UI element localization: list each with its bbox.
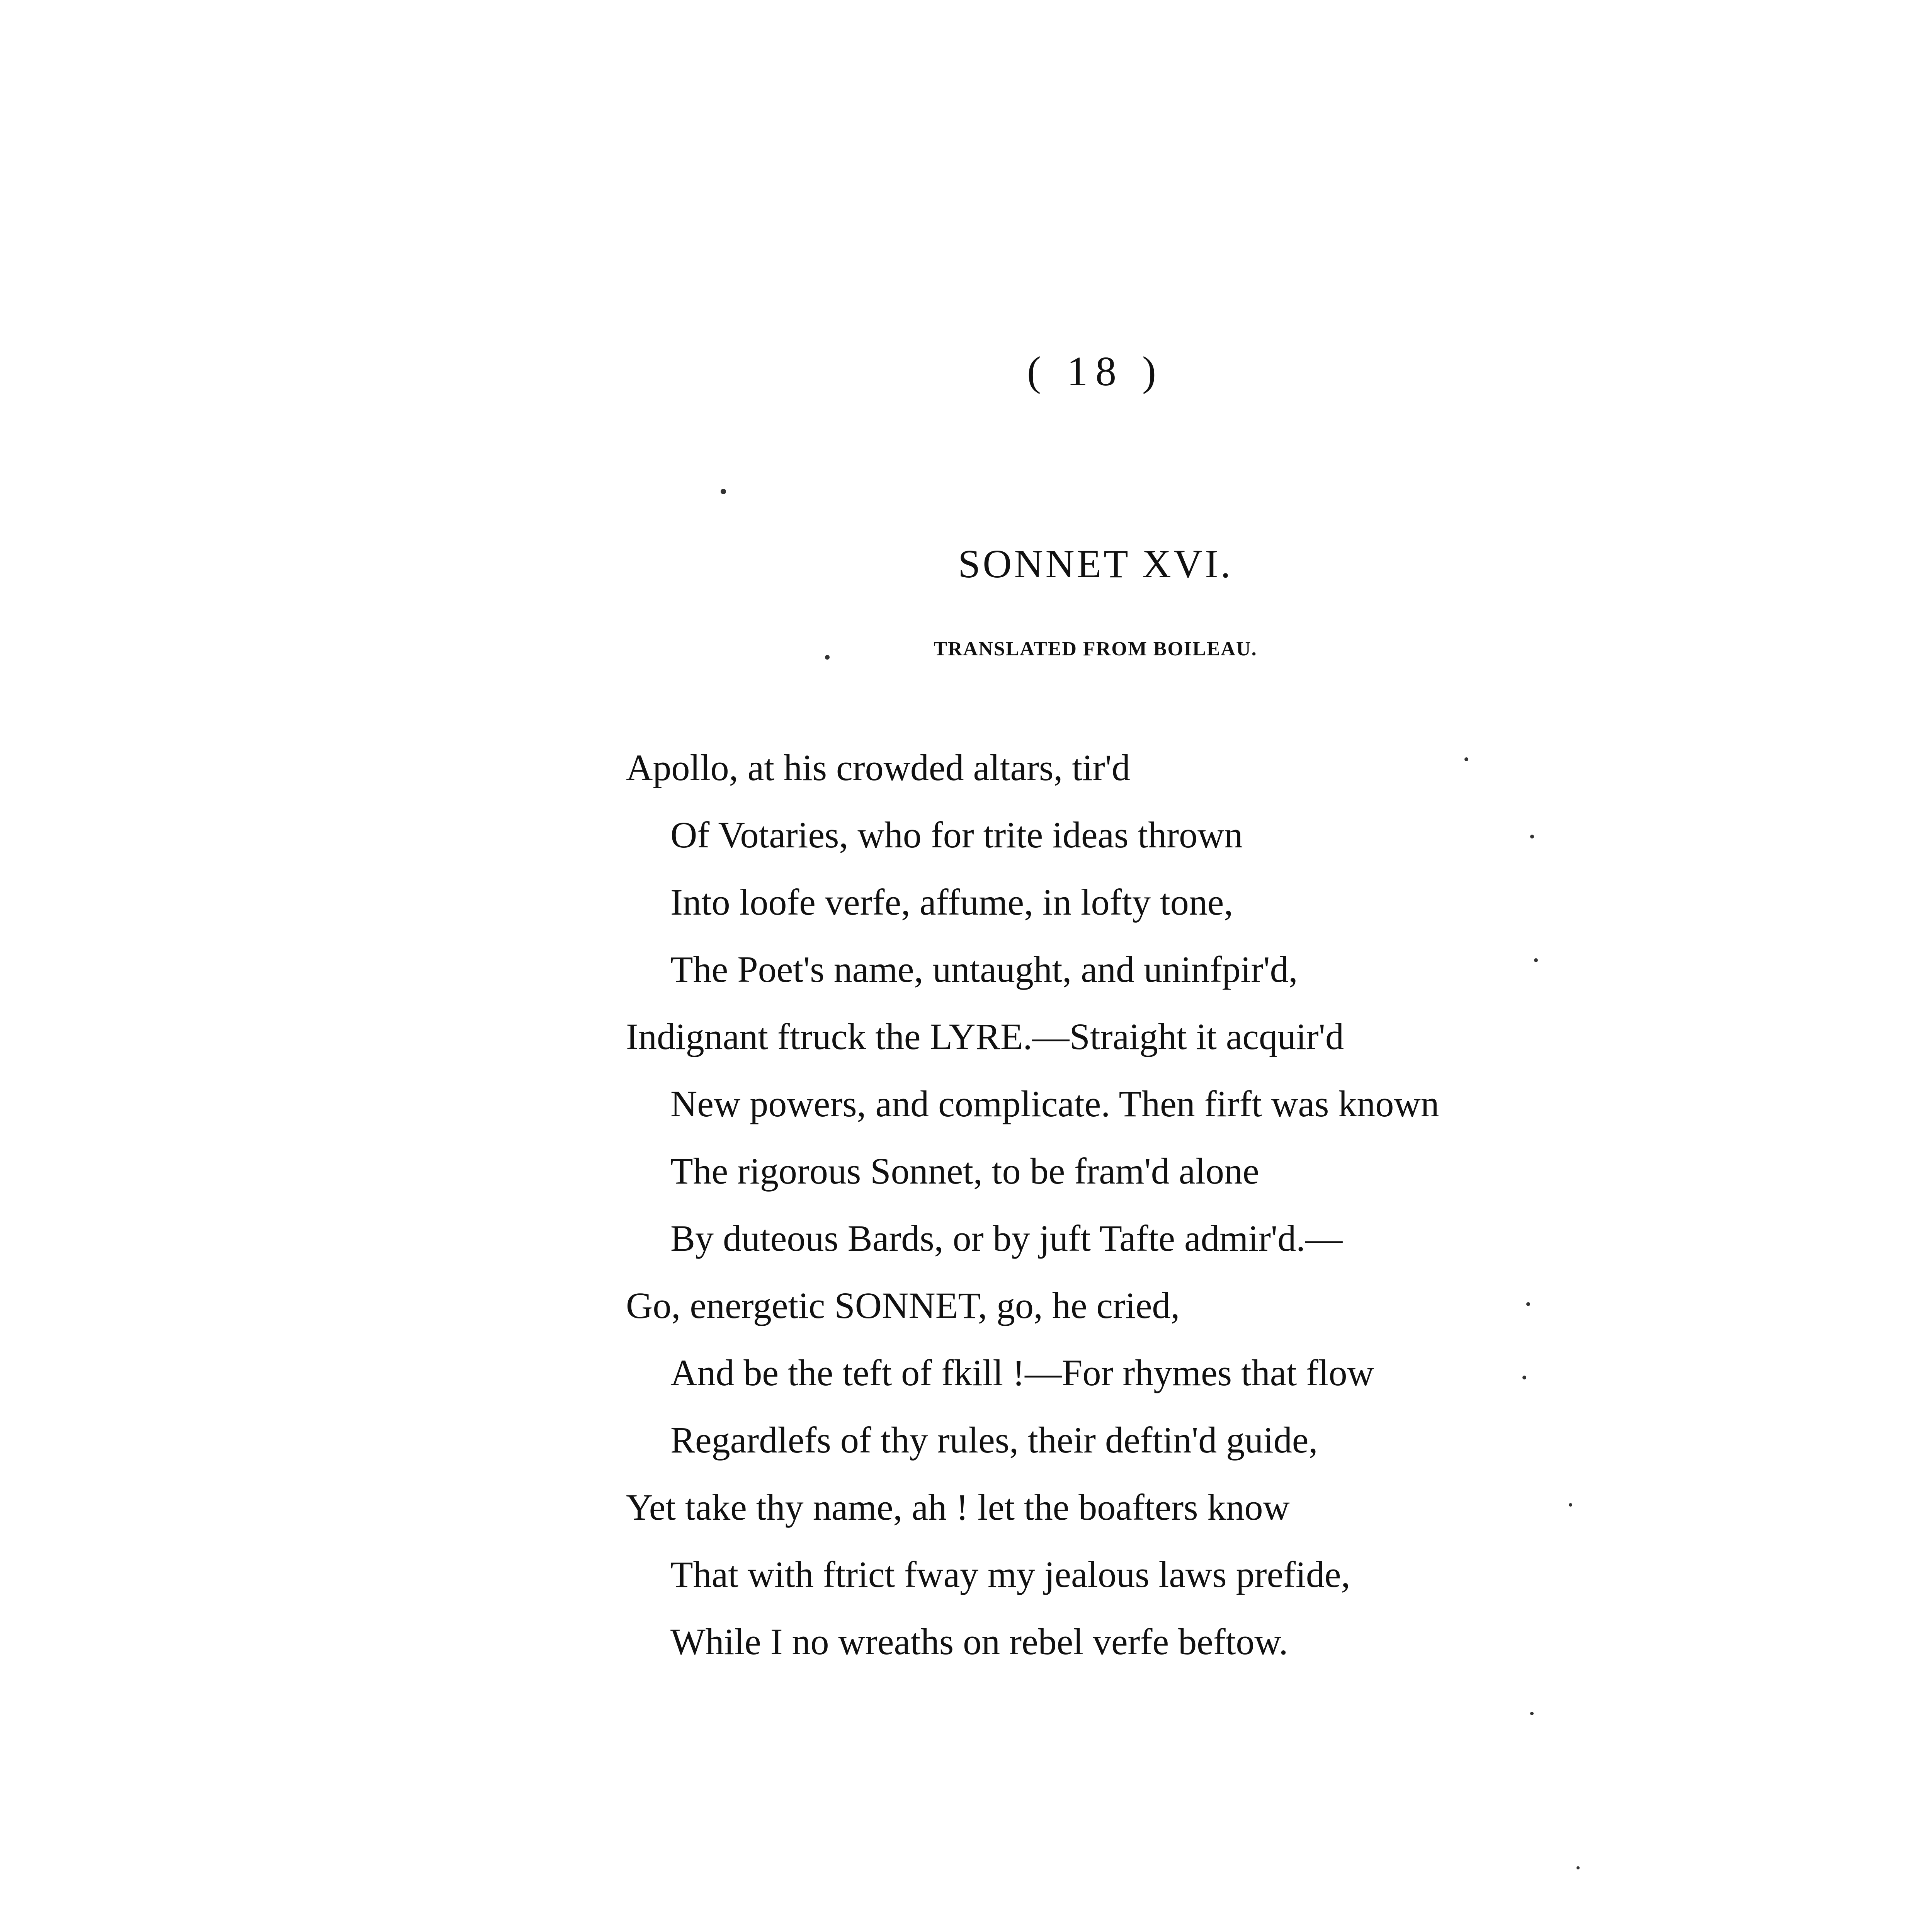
poem-line: Of Votaries, who for trite ideas thrown (670, 814, 1243, 855)
poem-line: The rigorous Sonnet, to be fram'd alone (670, 1150, 1259, 1192)
sonnet-subtitle: TRANSLATED FROM BOILEAU. (934, 638, 1257, 660)
poem-line: Into loofe verfe, affume, in lofty tone, (670, 881, 1233, 923)
scan-speck (1569, 1503, 1572, 1507)
scan-speck (1534, 958, 1538, 962)
scan-speck (1530, 1712, 1534, 1715)
poem-line: Indignant ftruck the LYRE.—Straight it acquir'd (626, 1016, 1344, 1057)
poem-line: New powers, and complicate. Then firft was known (670, 1083, 1439, 1124)
poem-line: Regardlefs of thy rules, their deftin'd guide, (670, 1419, 1318, 1461)
scan-speck (1577, 1866, 1580, 1869)
poem-line: The Poet's name, untaught, and uninfpir'd, (670, 949, 1298, 990)
poem-line: That with ftrict fway my jealous laws prefide, (670, 1554, 1350, 1595)
scan-speck (825, 655, 830, 660)
scan-speck (1530, 835, 1534, 838)
poem-line: By duteous Bards, or by juft Tafte admir'd.— (670, 1218, 1343, 1259)
poem-line: Apollo, at his crowded altars, tir'd (626, 747, 1130, 788)
page-number: ( 18 ) (1027, 349, 1164, 395)
poem-line: And be the teft of fkill !—For rhymes that flow (670, 1352, 1374, 1393)
sonnet-body (626, 734, 1932, 1675)
scan-speck (721, 489, 726, 494)
sonnet-title: SONNET XVI. (958, 542, 1233, 586)
poem-line: Yet take thy name, ah ! let the boafters know (626, 1486, 1290, 1528)
poem-line: While I no wreaths on rebel verfe beftow. (670, 1621, 1288, 1662)
scan-speck (1522, 1376, 1526, 1379)
poem-line: Go, energetic SONNET, go, he cried, (626, 1285, 1180, 1326)
scan-speck (1464, 757, 1468, 761)
scan-speck (1526, 1302, 1530, 1306)
